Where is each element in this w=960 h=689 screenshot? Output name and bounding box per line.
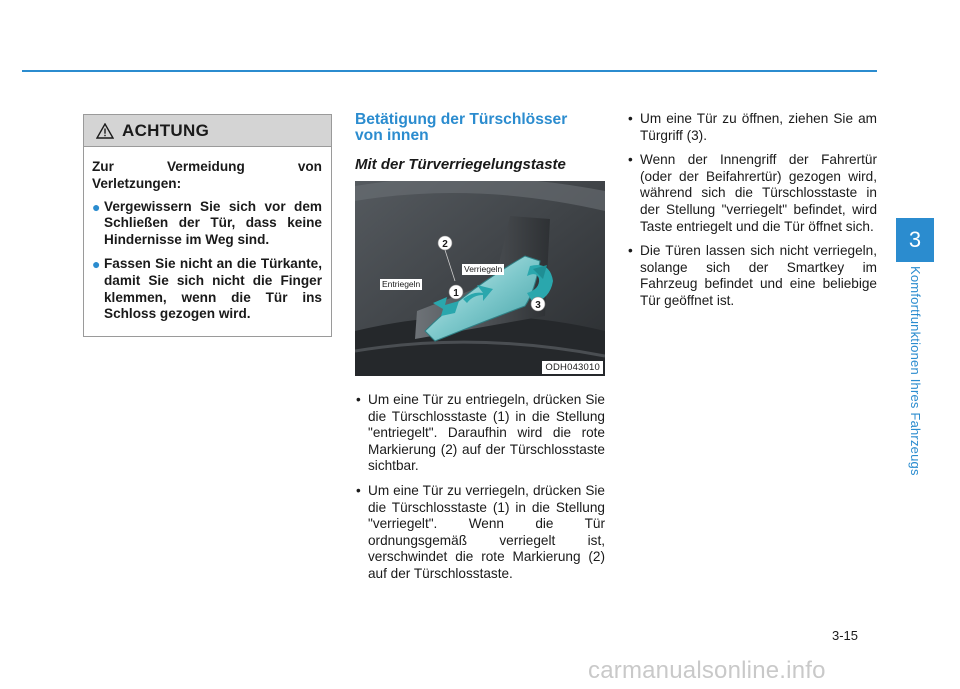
page-number: 3-15 (832, 628, 859, 643)
bullet-icon: ● (92, 255, 101, 272)
list-item: • Um eine Tür zu verriegeln, drücken Sie die Türschlosstaste (1) in die Stellung "verriegelt". Wenn die Tür ordnungsgemäß verriegelt ist, verschwindet die rote Markierung (2) auf der Türschlosstaste. (356, 482, 605, 581)
list-item: • Um eine Tür zu öffnen, ziehen Sie am Türgriff (3). (628, 111, 877, 143)
right-bullet-list (627, 111, 877, 310)
caution-box (83, 114, 332, 337)
caution-header (84, 115, 331, 147)
bullet-icon: • (356, 482, 361, 498)
middle-column (355, 112, 605, 591)
header-rule (22, 70, 877, 72)
caution-item: ● Fassen Sie nicht an die Türkante, damit Sie sich nicht die Finger klemmen, wenn die Tür ins Schloss gezogen wird. (92, 255, 322, 322)
label-unlock: Entriegeln (382, 279, 421, 289)
list-item: • Um eine Tür zu entriegeln, drücken Sie die Türschlosstaste (1) in die Stellung "entriegelt". Daraufhin wird die rote Markierung (2) auf der Türschlosstaste sichtbar. (356, 392, 605, 474)
callout-1: 1 (453, 288, 459, 299)
list-item: • Wenn der Innengriff der Fahrertür (oder der Beifahrertür) gezogen wird, während sich die Türschlosstaste in der Stellung "verriegelt" befindet, wird Taste entriegelt und die Tür öffnet sich. (628, 152, 877, 234)
section-subtitle: Mit der Türverriegelungstaste (355, 156, 566, 173)
bullet-icon: • (628, 111, 633, 126)
right-column (627, 111, 877, 318)
callout-3: 3 (535, 300, 541, 311)
caution-body (84, 147, 331, 323)
figure-code: ODH043010 (542, 361, 603, 374)
chapter-number-tab: 3 (896, 218, 934, 262)
bullet-icon: • (628, 243, 633, 259)
callout-2: 2 (442, 239, 448, 250)
list-item: • Die Türen lassen sich nicht verriegeln, solange sich der Smartkey im Fahrzeug befindet und eine beliebige Tür geöffnet ist. (628, 243, 877, 308)
warning-triangle-icon (96, 123, 114, 139)
caution-item: ● Vergewissern Sie sich vor dem Schließen der Tür, dass keine Hindernisse im Weg sind. (92, 198, 322, 248)
watermark: carmanualsonline.info (588, 657, 826, 684)
bullet-icon: • (356, 392, 361, 407)
middle-bullet-list (355, 392, 605, 583)
bullet-icon: • (628, 152, 633, 168)
bullet-icon: ● (92, 198, 101, 215)
label-lock: Verriegeln (464, 264, 503, 274)
chapter-title: Komfortfunktionen Ihres Fahrzeugs (908, 266, 923, 476)
caution-intro: Zur Vermeidung von Verletzungen: (92, 159, 322, 191)
section-title: Betätigung der Türschlösser von innen (355, 111, 568, 144)
caution-title: ACHTUNG (122, 120, 210, 140)
caution-list (92, 199, 322, 324)
door-lock-figure (355, 181, 605, 376)
